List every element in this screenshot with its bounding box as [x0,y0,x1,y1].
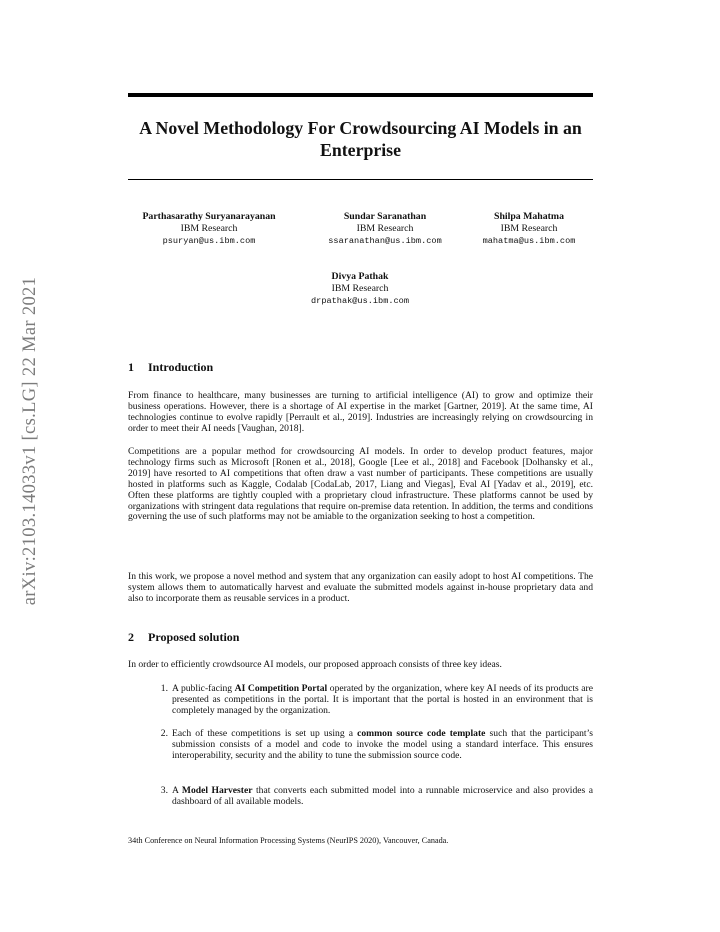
author-affiliation: IBM Research [356,223,414,234]
list-item-text: Each of these competitions is set up using a common source code template such that the participant’s submission consists of a model and code to invoke the model using a standard interface. This ensures interoperability, security and the ability to tune the submission source code. [172,728,593,761]
author-email: mahatma@us.ibm.com [482,236,576,246]
list-item [150,684,593,717]
author-affiliation: IBM Research [500,223,558,234]
author-block [465,211,593,247]
author-block [305,211,465,247]
author-block [128,211,290,247]
arxiv-identifier: arXiv:2103.14033v1 [cs.LG] 22 Mar 2021 [19,276,41,606]
list-item-text: A Model Harvester that converts each submitted model into a runnable microservice and also provides a dashboard of all available models. [172,785,593,807]
arxiv-identifier-stamp [0,246,60,636]
author-name: Shilpa Mahatma [494,211,564,222]
author-name: Parthasarathy Suryanarayanan [142,211,276,222]
title-bottom-rule [128,179,593,180]
section-number: 2 [128,630,134,644]
section-title: Proposed solution [148,630,240,644]
list-item [150,786,593,808]
key-idea-term: Model Harvester [181,785,253,796]
author-affiliation: IBM Research [180,223,238,234]
section-heading-proposed-solution [128,630,593,644]
section-number: 1 [128,360,134,374]
conference-footnote: 34th Conference on Neural Information Processing Systems (NeurIPS 2020), Vancouver, Canada. [128,836,449,845]
author-name: Divya Pathak [331,271,389,282]
list-item [150,729,593,762]
list-item-text: A public-facing AI Competition Portal operated by the organization, where key AI needs of its products are presented as competitions in the portal. It is important that the portal is hosted in an environment that is completely managed by the organization. [172,683,593,716]
key-idea-term: common source code template [357,728,486,739]
paragraph: From finance to healthcare, many businesses are turning to artificial intelligence (AI) to grow and optimize their business operations. However, there is a shortage of AI expertise in the market [Gartner, 2019]. At the same time, AI technologies continue to evolve rapidly [Perrault et al., 2019]. Industries are increasingly relying on crowdsourcing in order to meet their AI needs [Vaughan, 2018]. [128,390,593,434]
list-marker: 2. [160,728,168,739]
paragraph: In this work, we propose a novel method and system that any organization can easily adopt to host AI competitions. The system allows them to automatically harvest and evaluate the submitted models against in-house proprietary data and also to incorporate them as reusable services in a product. [128,571,593,604]
author-email: ssaranathan@us.ibm.com [328,236,442,246]
author-block [280,271,440,307]
section-title: Introduction [148,360,214,374]
title-top-rule [128,93,593,97]
key-idea-term: AI Competition Portal [234,683,328,694]
paper-title: A Novel Methodology For Crowdsourcing AI Models in an Enterprise [139,118,582,160]
author-affiliation: IBM Research [331,283,389,294]
author-name: Sundar Saranathan [343,211,427,222]
paragraph: In order to efficiently crowdsource AI models, our proposed approach consists of three key ideas. [128,659,502,670]
paragraph: Competitions are a popular method for crowdsourcing AI models. In order to develop product features, major technology firms such as Microsoft [Ronen et al., 2018], Google [Lee et al., 2018] and Facebook [Dolhansky et al., 2019] have resorted to AI competitions that often draw a vast number of participants. These competitions are usually hosted in platforms such as Kaggle, Codalab [CodaLab, 2017, Liang and Viegas], Eval AI [Yadav et al., 2019], etc. Often these platforms are tightly coupled with a proprietary cloud infrastructure. These platforms cannot be used by organizations with stringent data regulations that require on-premise data retention. In addition, the terms and conditions governing the use of such platforms may not be amiable to the organization seeking to host a competition. [128,446,593,523]
list-marker: 3. [160,785,168,796]
author-email: drpathak@us.ibm.com [311,296,409,306]
author-email: psuryan@us.ibm.com [162,236,256,246]
list-marker: 1. [160,683,168,694]
section-heading-introduction [128,360,593,374]
